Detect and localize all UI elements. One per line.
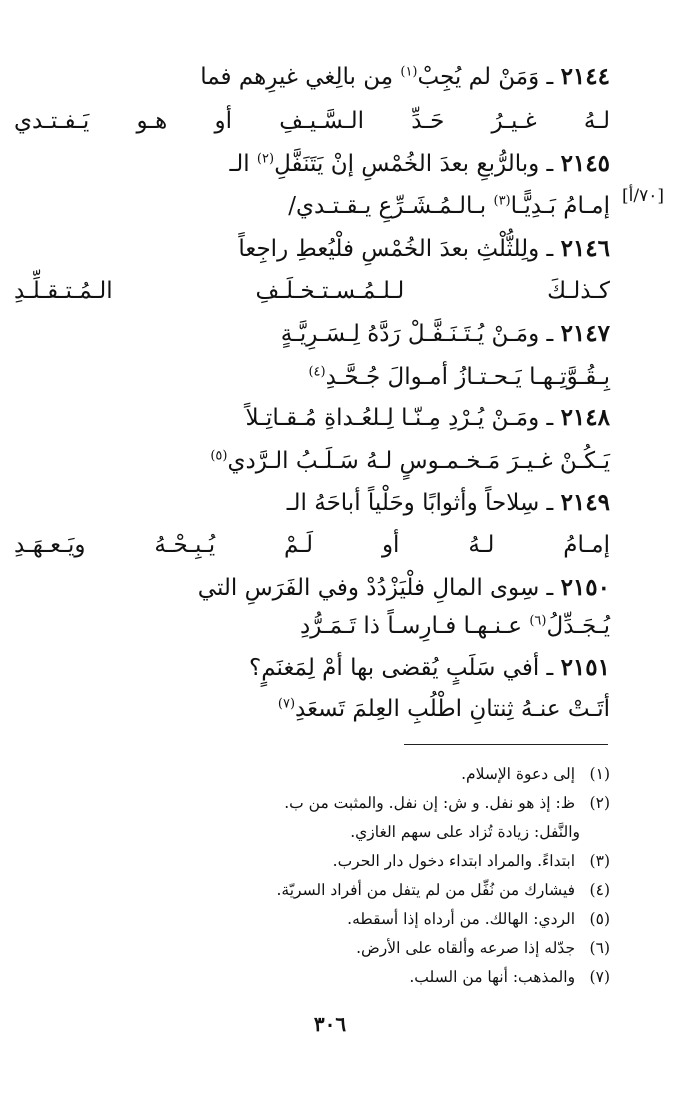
hemistich-text: يَـكُـنْ غـيـرَ مَـخـمـوسٍ لـهُ سَـلَـبُ الـرَّدي <box>227 448 610 474</box>
footnote-marker[interactable]: (٢) <box>256 151 275 167</box>
footnote-number: (٥) <box>589 910 610 928</box>
footnote-2-continuation <box>40 818 580 846</box>
footnote-marker[interactable]: (٤) <box>308 364 326 380</box>
footnote-2 <box>40 789 610 817</box>
footnote-marker[interactable]: (٦) <box>529 613 547 629</box>
footnote-number: (٦) <box>589 939 610 957</box>
verse-number: ٢١٤٤ <box>560 63 610 90</box>
verse-number: ٢١٤٦ <box>560 235 610 262</box>
verse-number: ٢١٤٩ <box>560 489 610 516</box>
footnote-marker[interactable]: (٥) <box>210 448 228 464</box>
footnote-text: فيشارك من نُفِّل من لم يتفل من أفراد السريّة. <box>276 881 576 899</box>
footnote-number: (١) <box>589 765 610 783</box>
footnote-5 <box>40 905 610 933</box>
verse-2150-first-hemistich <box>14 571 610 605</box>
hemistich-text: إمـامُ بَـدِيًّـا <box>510 193 610 219</box>
footnote-marker[interactable]: (١) <box>400 64 418 80</box>
footnote-text: إلى دعوة الإسلام. <box>461 765 576 783</box>
footnote-text: والمذهب: أنها من السلب. <box>409 968 576 986</box>
hemistich-text: ـ سِوى المالِ فلْيَزْدُدْ وفي الفَرَسِ التي <box>197 575 554 601</box>
verse-2145-first-hemistich <box>14 147 610 181</box>
footnote-3 <box>40 847 610 875</box>
footnote-number: (٤) <box>589 881 610 899</box>
footnote-1 <box>40 760 610 788</box>
footnote-text: جدّله إذا صرعه وألقاه على الأرض. <box>356 939 576 957</box>
verse-2144-first-hemistich <box>14 60 610 94</box>
footnote-7 <box>40 963 610 991</box>
footnote-number: (٣) <box>589 852 610 870</box>
footnote-text: ظ: إذ هو نفل. و ش: إن نفل. والمثبت من ب. <box>284 794 576 812</box>
hemistich-text: ـ سِلاحاً وأثوابًا وحَلْياً أباحَهُ الـ <box>286 490 554 516</box>
verse-2151-first-hemistich <box>14 651 610 685</box>
footnote-4 <box>40 876 610 904</box>
verse-2144-second-hemistich <box>14 104 610 138</box>
footnote-number: (٧) <box>589 968 610 986</box>
hemistich-text: لـهُ غـيـرُ حَـدِّ الـسَّـيـفِ أو هـو يَـفـتـدي <box>14 108 610 134</box>
hemistich-text: يُـجَـدِّلُ <box>546 613 610 639</box>
footnote-number: (٢) <box>589 794 610 812</box>
hemistich-text: ـ ومَـنْ يُـتَـنَـفَّـلْ رَدَّهُ لِـسَـرِيَّـةٍ <box>280 321 554 347</box>
verse-number: ٢١٥١ <box>560 654 610 681</box>
footnote-marker[interactable]: (٣) <box>493 193 511 209</box>
hemistich-text: عـنـهـا فـارِسـاً ذا تَـمَـرُّدِ <box>300 613 523 639</box>
hemistich-text: الـ <box>229 151 250 177</box>
verse-2147-second-hemistich <box>14 360 610 394</box>
hemistich-text: ـ أفي سَلَبٍ يُقضى بها أمْ لِمَغنَمٍ؟ <box>248 655 554 681</box>
verse-2145-second-hemistich <box>14 189 610 223</box>
footnote-separator <box>404 744 608 745</box>
verse-2146-second-hemistich <box>14 274 610 308</box>
verse-2150-second-hemistich <box>14 609 610 643</box>
verse-2148-first-hemistich <box>14 401 610 435</box>
verse-2148-second-hemistich <box>14 444 610 478</box>
hemistich-text: أتَـتْ عنـهُ ثِنتانِ اطْلُبِ العِلمَ تَسعَدِ <box>295 696 610 722</box>
verse-2149-second-hemistich <box>14 528 610 562</box>
footnote-text: والنَّفل: زيادة تُزاد على سهم الغازي. <box>350 823 580 841</box>
verse-number: ٢١٤٥ <box>560 150 610 177</box>
footnote-text: الردي: الهالك. من أرداه إذا أسقطه. <box>347 910 576 928</box>
footnote-marker[interactable]: (٧) <box>277 696 296 712</box>
footnote-text: ابتداءً. والمراد ابتداء دخول دار الحرب. <box>332 852 576 870</box>
verse-number: ٢١٥٠ <box>560 574 610 601</box>
hemistich-text: ـ وبالرُّبعِ بعدَ الخُمْسِ إنْ يَتَنَفَّلِ <box>274 151 554 177</box>
verse-number: ٢١٤٧ <box>560 320 610 347</box>
verse-number: ٢١٤٨ <box>560 404 610 431</box>
hemistich-text: كـذلـكَ لـلـمُـسـتـخـلَـفِ الـمُـتـقـلِّـدِ <box>14 278 610 304</box>
hemistich-text: ـ ومَـنْ يُـرْدِ مِـنّـا لِـلعُـداةِ مُـقـاتِـلاً <box>245 405 554 431</box>
hemistich-text: بِـقُـوَّتِـهـا يَـحـتـازُ أمـوالَ جُـحَّـدِ <box>325 364 610 390</box>
hemistich-text: ـ وَمَنْ لم يُجِبْ <box>417 64 554 90</box>
verse-2149-first-hemistich <box>14 486 610 520</box>
hemistich-text: إمـامُ لـهُ أو لَـمْ يُـبِـحْـهُ ويَـعـهَـدِ <box>14 532 610 558</box>
hemistich-text: بـالـمُـشَـرِّعِ يـقـتـدي/ <box>288 193 487 219</box>
verse-2147-first-hemistich <box>14 317 610 351</box>
hemistich-text: ـ ولِلثُّلْثِ بعدَ الخُمْسِ فلْيُعطِ راجِعاً <box>238 236 554 262</box>
hemistich-text: مِن بالِغي غيرِهم فما <box>200 64 394 90</box>
verse-2151-second-hemistich <box>14 692 610 726</box>
footnote-6 <box>40 934 610 962</box>
page-number: ٣٠٦ <box>313 1012 347 1036</box>
manuscript-folio-reference: [٧٠/أ] <box>622 186 664 206</box>
verse-2146-first-hemistich <box>14 232 610 266</box>
